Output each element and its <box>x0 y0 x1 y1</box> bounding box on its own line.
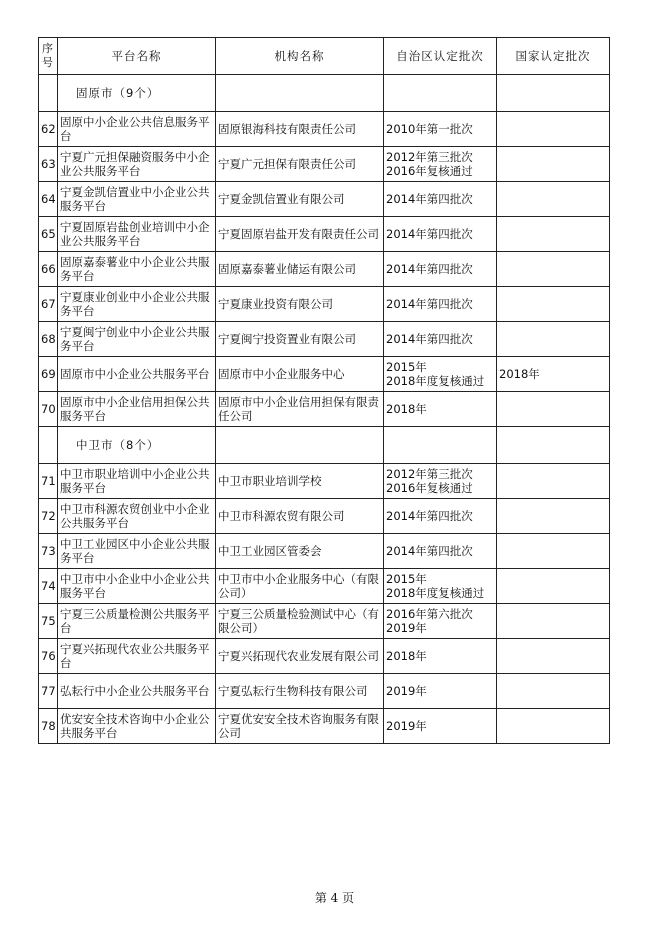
region-batch: 2010年第一批次 <box>384 112 497 147</box>
national-batch <box>497 499 610 534</box>
national-batch <box>497 252 610 287</box>
table-row <box>39 112 610 147</box>
region-batch: 2012年第三批次 2016年复核通过 <box>384 147 497 182</box>
platform-name: 弘耘行中小企业公共服务平台 <box>58 674 216 709</box>
table-header-row <box>39 38 610 75</box>
row-number: 75 <box>39 604 58 639</box>
table-row <box>39 392 610 427</box>
organization-name: 中卫市科源农贸有限公司 <box>216 499 384 534</box>
national-batch <box>497 287 610 322</box>
national-batch <box>497 322 610 357</box>
table-row <box>39 639 610 674</box>
organization-name: 宁夏兴拓现代农业发展有限公司 <box>216 639 384 674</box>
platform-name: 宁夏闽宁创业中小企业公共服务平台 <box>58 322 216 357</box>
section-seq-cell <box>39 427 58 464</box>
table-row <box>39 604 610 639</box>
platform-name: 固原市中小企业公共服务平台 <box>58 357 216 392</box>
table-row <box>39 674 610 709</box>
table-row <box>39 357 610 392</box>
platform-name: 中卫市科源农贸创业中小企业公共服务平台 <box>58 499 216 534</box>
organization-name: 宁夏康业投资有限公司 <box>216 287 384 322</box>
region-batch: 2014年第四批次 <box>384 182 497 217</box>
national-batch <box>497 674 610 709</box>
platform-name: 宁夏固原岩盐创业培训中小企业公共服务平台 <box>58 217 216 252</box>
section-region-cell <box>384 427 497 464</box>
organization-name: 宁夏三公质量检验测试中心（有限公司） <box>216 604 384 639</box>
header-seq: 序号 <box>39 38 58 75</box>
region-batch: 2014年第四批次 <box>384 322 497 357</box>
header-org: 机构名称 <box>216 38 384 75</box>
platform-name: 固原嘉泰薯业中小企业公共服务平台 <box>58 252 216 287</box>
section-row <box>39 75 610 112</box>
region-batch: 2012年第三批次 2016年复核通过 <box>384 464 497 499</box>
national-batch <box>497 217 610 252</box>
section-org-cell <box>216 75 384 112</box>
section-seq-cell <box>39 75 58 112</box>
table-row <box>39 217 610 252</box>
table-row <box>39 147 610 182</box>
organization-name: 宁夏固原岩盐开发有限责任公司 <box>216 217 384 252</box>
row-number: 77 <box>39 674 58 709</box>
region-batch: 2019年 <box>384 674 497 709</box>
table-row <box>39 499 610 534</box>
section-row <box>39 427 610 464</box>
table-body <box>39 75 610 744</box>
row-number: 74 <box>39 569 58 604</box>
region-batch: 2014年第四批次 <box>384 252 497 287</box>
platform-name: 固原中小企业公共信息服务平台 <box>58 112 216 147</box>
section-nation-cell <box>497 427 610 464</box>
region-batch: 2016年第六批次 2019年 <box>384 604 497 639</box>
platform-name: 宁夏广元担保融资服务中小企业公共服务平台 <box>58 147 216 182</box>
national-batch <box>497 534 610 569</box>
section-label: 中卫市（8个） <box>58 427 216 464</box>
table-row <box>39 182 610 217</box>
row-number: 78 <box>39 709 58 744</box>
table-row <box>39 322 610 357</box>
row-number: 64 <box>39 182 58 217</box>
organization-name: 宁夏闽宁投资置业有限公司 <box>216 322 384 357</box>
region-batch: 2015年 2018年度复核通过 <box>384 357 497 392</box>
national-batch <box>497 604 610 639</box>
platform-name: 中卫工业园区中小企业公共服务平台 <box>58 534 216 569</box>
row-number: 66 <box>39 252 58 287</box>
region-batch: 2014年第四批次 <box>384 217 497 252</box>
platform-name: 宁夏三公质量检测公共服务平台 <box>58 604 216 639</box>
platform-name: 宁夏金凯信置业中小企业公共服务平台 <box>58 182 216 217</box>
table-row <box>39 252 610 287</box>
platform-name: 宁夏兴拓现代农业公共服务平台 <box>58 639 216 674</box>
national-batch <box>497 464 610 499</box>
organization-name: 宁夏金凯信置业有限公司 <box>216 182 384 217</box>
region-batch: 2014年第四批次 <box>384 287 497 322</box>
row-number: 70 <box>39 392 58 427</box>
national-batch <box>497 112 610 147</box>
national-batch <box>497 709 610 744</box>
organization-name: 宁夏弘耘行生物科技有限公司 <box>216 674 384 709</box>
header-region: 自治区认定批次 <box>384 38 497 75</box>
national-batch <box>497 392 610 427</box>
platform-name: 中卫市中小企业中小企业公共服务平台 <box>58 569 216 604</box>
organization-name: 固原嘉泰薯业储运有限公司 <box>216 252 384 287</box>
organization-name: 宁夏优安安全技术咨询服务有限公司 <box>216 709 384 744</box>
organization-name: 固原市中小企业服务中心 <box>216 357 384 392</box>
platform-name: 宁夏康业创业中小企业公共服务平台 <box>58 287 216 322</box>
row-number: 65 <box>39 217 58 252</box>
section-org-cell <box>216 427 384 464</box>
region-batch: 2018年 <box>384 392 497 427</box>
table-row <box>39 464 610 499</box>
row-number: 71 <box>39 464 58 499</box>
organization-name: 固原市中小企业信用担保有限责任公司 <box>216 392 384 427</box>
region-batch: 2014年第四批次 <box>384 534 497 569</box>
row-number: 67 <box>39 287 58 322</box>
row-number: 63 <box>39 147 58 182</box>
national-batch <box>497 569 610 604</box>
table-row <box>39 709 610 744</box>
organization-name: 中卫市职业培训学校 <box>216 464 384 499</box>
page-number: 第 4 页 <box>314 891 355 905</box>
platform-name: 优安安全技术咨询中小企业公共服务平台 <box>58 709 216 744</box>
table-row <box>39 287 610 322</box>
header-platform: 平台名称 <box>58 38 216 75</box>
row-number: 69 <box>39 357 58 392</box>
header-nation: 国家认定批次 <box>497 38 610 75</box>
organization-name: 中卫市中小企业服务中心（有限公司） <box>216 569 384 604</box>
row-number: 76 <box>39 639 58 674</box>
row-number: 62 <box>39 112 58 147</box>
region-batch: 2015年 2018年度复核通过 <box>384 569 497 604</box>
row-number: 73 <box>39 534 58 569</box>
section-region-cell <box>384 75 497 112</box>
row-number: 68 <box>39 322 58 357</box>
region-batch: 2018年 <box>384 639 497 674</box>
section-nation-cell <box>497 75 610 112</box>
region-batch: 2014年第四批次 <box>384 499 497 534</box>
row-number: 72 <box>39 499 58 534</box>
region-batch: 2019年 <box>384 709 497 744</box>
platform-table <box>38 37 610 744</box>
national-batch <box>497 639 610 674</box>
national-batch <box>497 182 610 217</box>
section-label: 固原市（9个） <box>58 75 216 112</box>
table-row <box>39 534 610 569</box>
national-batch <box>497 147 610 182</box>
organization-name: 固原银海科技有限责任公司 <box>216 112 384 147</box>
organization-name: 宁夏广元担保有限责任公司 <box>216 147 384 182</box>
platform-name: 固原市中小企业信用担保公共服务平台 <box>58 392 216 427</box>
organization-name: 中卫工业园区管委会 <box>216 534 384 569</box>
national-batch: 2018年 <box>497 357 610 392</box>
table-row <box>39 569 610 604</box>
platform-name: 中卫市职业培训中小企业公共服务平台 <box>58 464 216 499</box>
